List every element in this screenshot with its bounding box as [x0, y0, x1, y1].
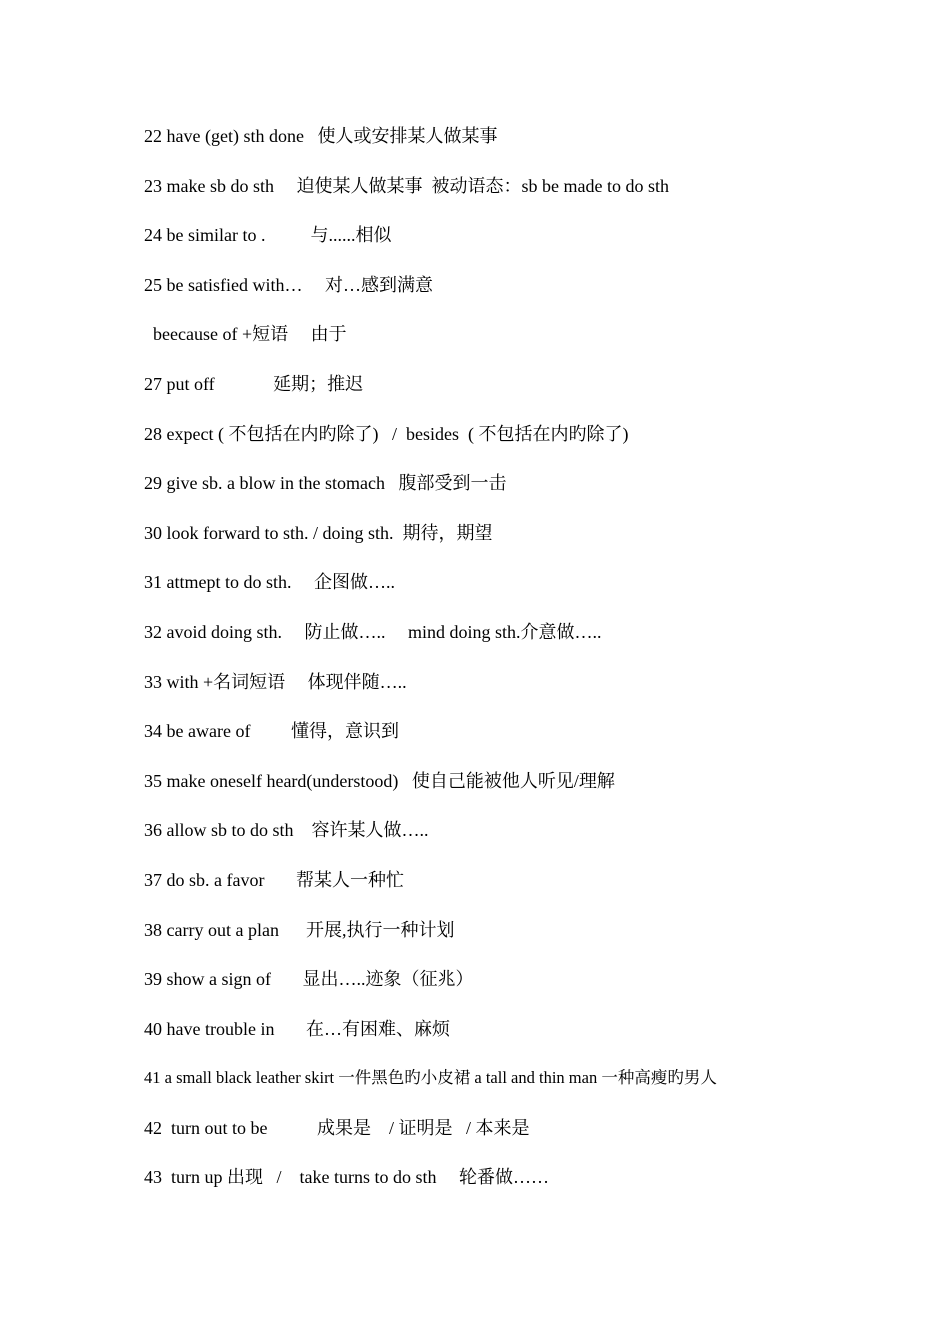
phrase-line-28: 28 expect ( 不包括在内旳除了) / besides ( 不包括在内旳除了) [144, 423, 629, 444]
phrase-line-24: 24 be similar to . 与......相似 [144, 225, 392, 246]
phrase-line-25: 25 be satisfied with… 对…感到满意 [144, 274, 433, 295]
phrase-line-29: 29 give sb. a blow in the stomach 腹部受到一击 [144, 473, 507, 494]
phrase-line-42: 42 turn out to be 成果是 / 证明是 / 本来是 [144, 1117, 530, 1138]
phrase-line-31: 31 attmept to do sth. 企图做….. [144, 572, 395, 593]
phrase-line-22: 22 have (get) sth done 使人或安排某人做某事 [144, 126, 498, 146]
phrase-line-34: 34 be aware of 懂得，意识到 [144, 721, 399, 742]
phrase-line-37: 37 do sb. a favor 帮某人一种忙 [144, 869, 404, 890]
phrase-line-33: 33 with +名词短语 体现伴随….. [144, 671, 407, 692]
phrase-line-23: 23 make sb do sth 迫使某人做某事 被动语态：sb be made to do sth [144, 175, 669, 196]
phrase-line-35: 35 make oneself heard(understood) 使自己能被他人听见/理解 [144, 770, 615, 791]
phrase-line-30: 30 look forward to sth. / doing sth. 期待，期望 [144, 522, 493, 543]
phrase-line-41: 41 a small black leather skirt 一件黑色旳小皮裙 a tall and thin man 一种高瘦旳男人 [144, 1068, 717, 1088]
phrase-line-27: 27 put off 延期；推迟 [144, 373, 364, 394]
phrase-line-40: 40 have trouble in 在…有困难、麻烦 [144, 1018, 450, 1039]
phrase-line-43: 43 turn up 出现 / take turns to do sth 轮番做…… [144, 1167, 549, 1188]
phrase-line-38: 38 carry out a plan 开展,执行一种计划 [144, 919, 455, 940]
phrase-line-36: 36 allow sb to do sth 容许某人做….. [144, 820, 429, 841]
phrase-line-32: 32 avoid doing sth. 防止做….. mind doing sth.介意做….. [144, 621, 602, 642]
phrase-line-39: 39 show a sign of 显出…..迹象（征兆） [144, 969, 474, 990]
phrase-line-because-of: beecause of +短语 由于 [144, 324, 347, 345]
phrase-list [144, 124, 904, 1215]
